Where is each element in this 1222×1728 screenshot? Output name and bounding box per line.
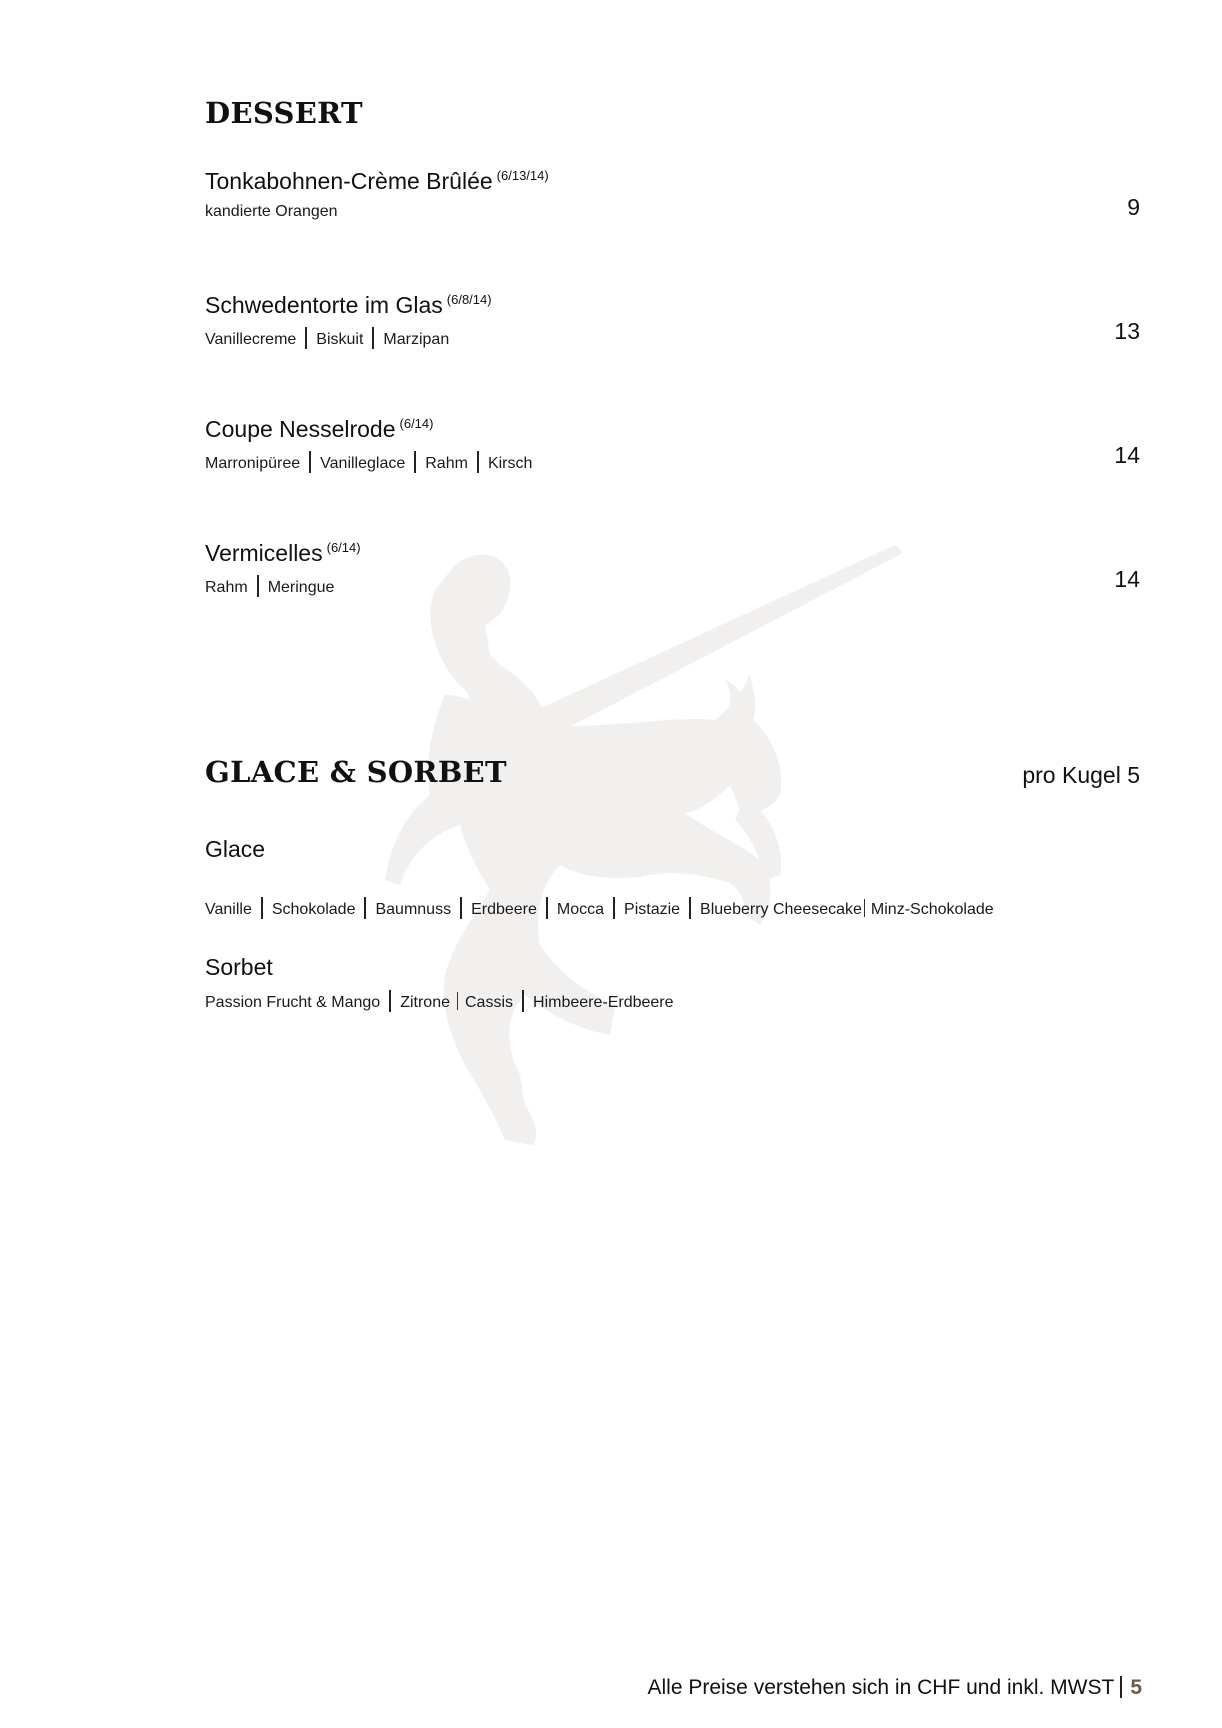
item-price: 14 xyxy=(1114,566,1140,592)
glace-price-label: pro Kugel 5 xyxy=(1022,762,1140,788)
flavor: Erdbeere xyxy=(471,901,537,918)
flavor: Passion Frucht & Mango xyxy=(205,994,381,1011)
separator xyxy=(364,897,366,919)
separator xyxy=(460,897,462,919)
separator xyxy=(477,451,479,473)
item-component: Vanillecreme xyxy=(205,331,297,348)
item-description xyxy=(205,575,334,597)
footer xyxy=(647,1676,1142,1700)
item-name: Tonkabohnen-Crème Brûlée xyxy=(205,168,493,194)
item-component: Marzipan xyxy=(383,331,450,348)
separator xyxy=(414,451,416,473)
price-note: Alle Preise verstehen sich in CHF und inkl. MWST xyxy=(647,1676,1115,1699)
flavor: Mocca xyxy=(556,901,605,918)
item-component: Marronipüree xyxy=(205,455,301,472)
separator xyxy=(522,990,524,1012)
item-price: 13 xyxy=(1114,318,1140,344)
item-component: Rahm xyxy=(205,579,248,596)
item-price: 9 xyxy=(1127,194,1140,220)
item-description xyxy=(205,203,338,221)
item-allergens: (6/14) xyxy=(326,540,361,555)
separator xyxy=(689,897,691,919)
sorbet-subtitle: Sorbet xyxy=(205,954,273,980)
item-allergens: (6/13/14) xyxy=(496,168,549,183)
glace-flavor-list xyxy=(205,897,994,919)
flavor: Schokolade xyxy=(271,901,356,918)
separator xyxy=(546,897,548,919)
item-name: Vermicelles xyxy=(205,540,323,566)
item-allergens: (6/14) xyxy=(399,416,434,431)
separator xyxy=(305,327,307,349)
menu-item xyxy=(205,168,1140,228)
sorbet-flavor-list xyxy=(205,990,674,1012)
item-component: Vanilleglace xyxy=(320,455,406,472)
separator xyxy=(257,575,259,597)
item-description xyxy=(205,451,532,473)
separator xyxy=(613,897,615,919)
item-component: Meringue xyxy=(267,579,335,596)
flavor: Baumnuss xyxy=(375,901,452,918)
separator xyxy=(372,327,374,349)
separator xyxy=(261,897,263,919)
item-description xyxy=(205,327,449,349)
page-number: 5 xyxy=(1130,1676,1142,1699)
glace-sorbet-section-title: GLACE & SORBET xyxy=(205,755,507,789)
flavor: Himbeere-Erdbeere xyxy=(533,994,674,1011)
knight-on-unicorn-icon xyxy=(385,545,905,1145)
separator xyxy=(1120,1676,1122,1698)
item-component: Kirsch xyxy=(487,455,533,472)
item-allergens: (6/8/14) xyxy=(446,292,492,307)
item-name: Schwedentorte im Glas xyxy=(205,292,443,318)
separator xyxy=(864,899,865,917)
flavor: Zitrone xyxy=(400,994,450,1011)
flavor: Cassis xyxy=(465,994,514,1011)
flavor: Vanille xyxy=(205,901,252,918)
flavor: Pistazie xyxy=(624,901,681,918)
item-name: Coupe Nesselrode xyxy=(205,416,396,442)
flavor: Blueberry Cheesecake xyxy=(700,901,862,918)
separator xyxy=(389,990,391,1012)
flavor: Minz-Schokolade xyxy=(870,901,994,918)
item-component: kandierte Orangen xyxy=(205,203,338,220)
menu-item xyxy=(205,292,1140,352)
separator xyxy=(457,992,458,1010)
item-price: 14 xyxy=(1114,442,1140,468)
dessert-section-title: DESSERT xyxy=(205,96,363,130)
separator xyxy=(309,451,311,473)
menu-item xyxy=(205,540,1140,600)
item-component: Biskuit xyxy=(316,331,364,348)
menu-item xyxy=(205,416,1140,476)
glace-subtitle: Glace xyxy=(205,836,266,862)
item-component: Rahm xyxy=(425,455,468,472)
